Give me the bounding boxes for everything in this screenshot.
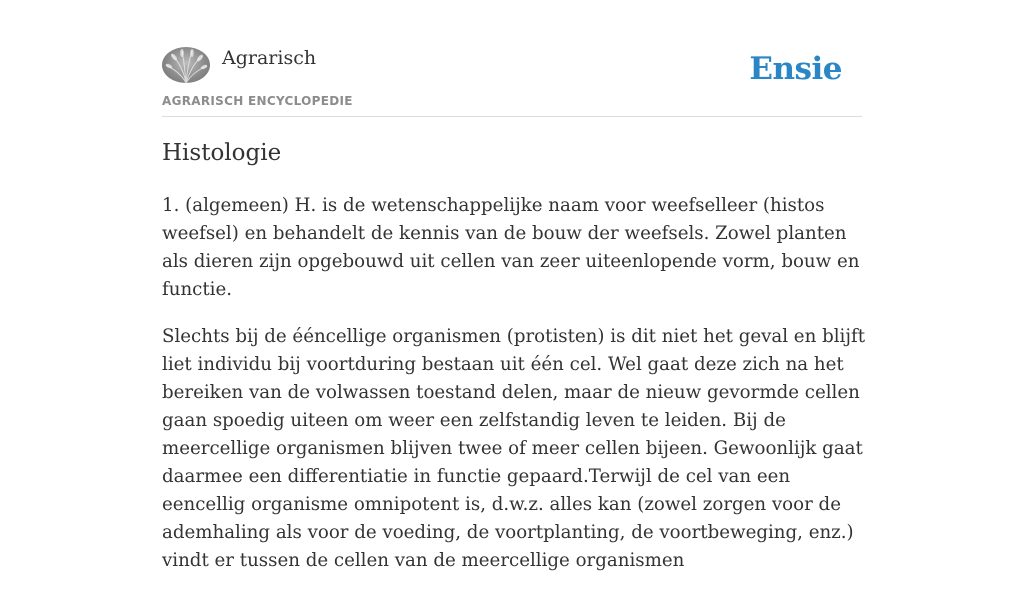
ensie-brand-link[interactable]: Ensie (749, 51, 842, 87)
article-paragraph: 1. (algemeen) H. is de wetenschappelijke naam voor weefselleer (histos weefsel) en behandelt de kennis van de bouw der weefsels. Zowel planten als dieren zijn opgebouwd uit cellen van zeer uiteenlopende vorm, bouw en functie. (162, 195, 860, 300)
site-subtitle: AGRARISCH ENCYCLOPEDIE (162, 94, 353, 108)
article-paragraph: Slechts bij de ééncellige organismen (protisten) is dit niet het geval en blijft liet individu bij voortduring bestaan uit één cel. Wel gaat deze zich na het bereiken van de volwassen toestand delen, maar de nieuw gevormde cellen gaan spoedig uiteen om weer een zelfstandig leven te leiden. Bij de meercellige organismen blijven twee of meer cellen bijeen. Gewoonlijk gaat daarmee een differentiatie in functie gepaard.Terwijl de cel van een eencellig organisme omnipotent is, d.w.z. alles kan (zowel zorgen voor de ademhaling als voor de voeding, de voortplanting, de voortbeweging, enz.) vindt er tussen de cellen van de meercellige organismen (162, 326, 866, 571)
article-body (162, 192, 866, 594)
wheat-ears-icon[interactable] (162, 47, 210, 83)
article-title: Histologie (162, 140, 282, 166)
site-name[interactable]: Agrarisch (222, 47, 317, 69)
site-header (162, 46, 862, 117)
